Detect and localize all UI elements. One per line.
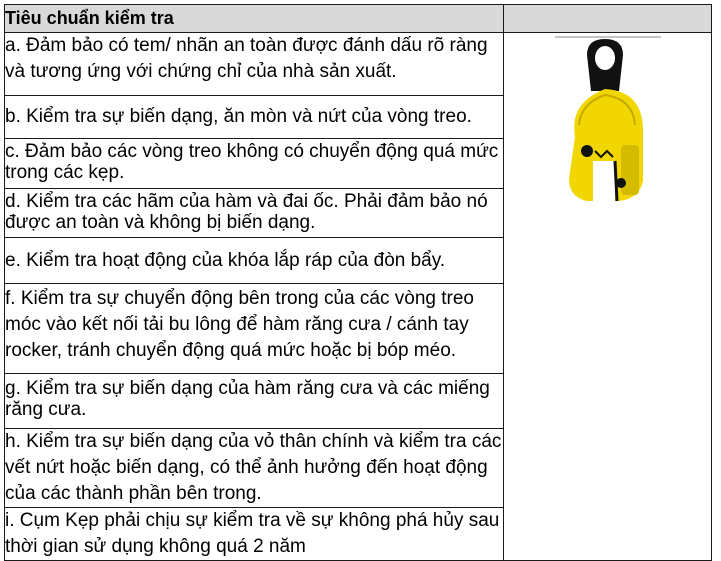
criterion-b: b. Kiểm tra sự biến dạng, ăn mòn và nứt của vòng treo. bbox=[5, 96, 504, 139]
criterion-i: i. Cụm Kẹp phải chịu sự kiểm tra về sự không phá hủy sau thời gian sử dụng không quá 2 năm bbox=[5, 508, 504, 561]
criterion-a: a. Đảm bảo có tem/ nhãn an toàn được đánh dấu rõ ràng và tương ứng với chứng chỉ của nhà sản xuất. bbox=[5, 33, 504, 96]
criterion-h: h. Kiểm tra sự biến dạng của vỏ thân chính và kiểm tra các vết nứt hoặc biến dạng, có thể ảnh hưởng đến hoạt động của các thành phần bên trong. bbox=[5, 429, 504, 508]
criterion-e: e. Kiểm tra hoạt động của khóa lắp ráp của đòn bẩy. bbox=[5, 238, 504, 284]
table-header-row bbox=[5, 5, 712, 33]
criterion-g: g. Kiểm tra sự biến dạng của hàm răng cưa và các miếng răng cưa. bbox=[5, 374, 504, 429]
image-cell bbox=[504, 33, 712, 561]
table-header: Tiêu chuẩn kiểm tra bbox=[5, 5, 504, 33]
criterion-f: f. Kiểm tra sự chuyển động bên trong của các vòng treo móc vào kết nối tải bu lông để hàm răng cưa / cánh tay rocker, tránh chuyển động quá mức hoặc bị bóp méo. bbox=[5, 284, 504, 374]
clamp-illustration bbox=[555, 33, 661, 229]
table-row bbox=[5, 33, 712, 96]
criterion-d: d. Kiểm tra các hãm của hàm và đai ốc. Phải đảm bảo nó được an toàn và không bị biến dạng. bbox=[5, 189, 504, 238]
criterion-c: c. Đảm bảo các vòng treo không có chuyển động quá mức trong các kẹp. bbox=[5, 139, 504, 189]
inspection-table bbox=[4, 4, 712, 561]
table-header-blank bbox=[504, 5, 712, 33]
lifting-clamp-image bbox=[555, 33, 661, 229]
